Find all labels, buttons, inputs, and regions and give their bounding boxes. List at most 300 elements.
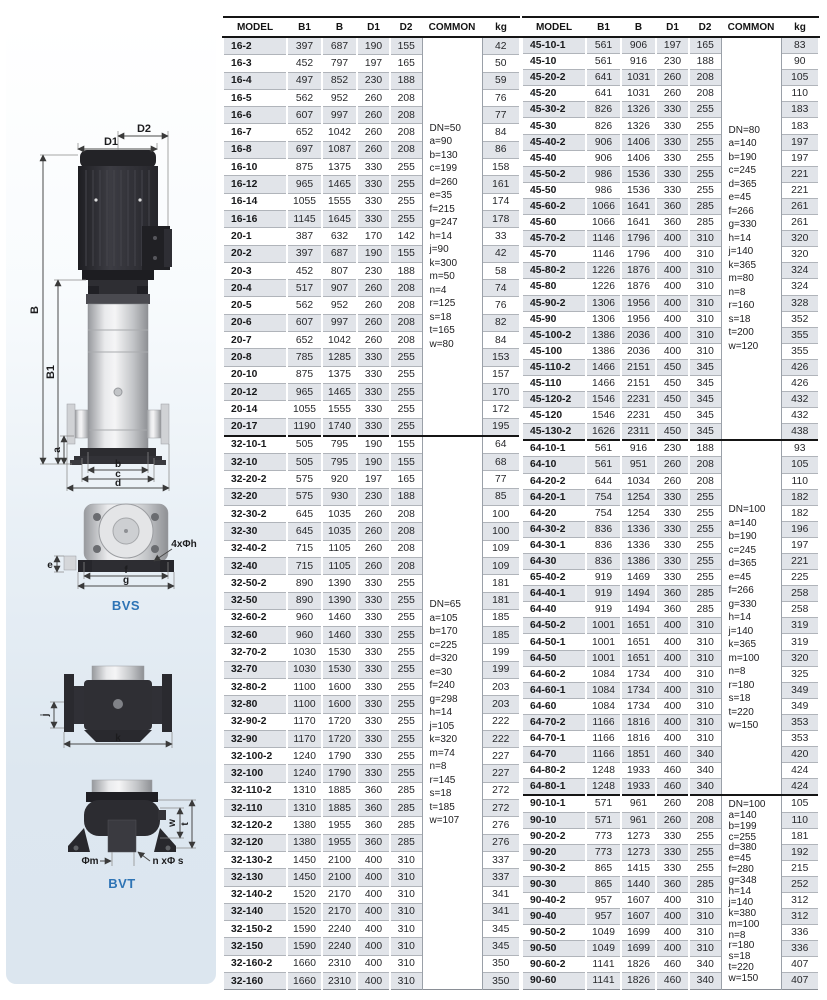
b-cell: 1607 (621, 909, 656, 925)
b1-cell: 1084 (586, 698, 621, 714)
pump-bracket-view (40, 666, 172, 748)
d2-cell: 310 (689, 263, 721, 279)
kg-cell: 170 (482, 383, 520, 400)
column-header: B1 (287, 17, 322, 37)
d1-cell: 400 (656, 231, 689, 247)
b-cell: 1326 (621, 118, 656, 134)
b1-cell: 836 (586, 554, 621, 570)
d1-cell: 330 (357, 678, 390, 695)
d1-cell: 330 (357, 418, 390, 436)
b1-cell: 1166 (586, 731, 621, 747)
d1-cell: 330 (357, 765, 390, 782)
model-cell: 90-30 (522, 876, 586, 892)
b-cell: 1031 (621, 86, 656, 102)
d1-cell: 400 (656, 698, 689, 714)
d2-cell: 255 (689, 505, 721, 521)
d1-cell: 400 (656, 714, 689, 730)
b-cell: 1796 (621, 247, 656, 263)
model-cell: 32-110 (223, 800, 287, 817)
d2-cell: 208 (390, 280, 422, 297)
model-cell: 32-40-2 (223, 540, 287, 557)
common-dimensions-cell (721, 37, 781, 440)
b1-cell: 452 (287, 55, 322, 72)
model-cell: 90-60-2 (522, 957, 586, 973)
kg-cell: 82 (482, 314, 520, 331)
d2-cell: 208 (689, 812, 721, 828)
b-cell: 2151 (621, 375, 656, 391)
d2-cell: 255 (689, 554, 721, 570)
common-dimension-line: t=165 (429, 325, 455, 337)
kg-cell: 319 (781, 634, 819, 650)
b1-cell: 1660 (287, 973, 322, 990)
kg-cell: 252 (781, 876, 819, 892)
kg-cell: 432 (781, 392, 819, 408)
b1-cell: 1248 (586, 779, 621, 796)
b1-cell: 1084 (586, 682, 621, 698)
b-cell: 1273 (621, 828, 656, 844)
model-cell: 45-80-2 (522, 263, 586, 279)
d2-cell: 208 (390, 124, 422, 141)
b-cell: 1720 (322, 730, 357, 747)
b1-cell: 645 (287, 506, 322, 523)
b-cell: 1740 (322, 418, 357, 436)
kg-cell: 33 (482, 228, 520, 245)
kg-cell: 158 (482, 159, 520, 176)
common-dimension-line: s=18 (429, 311, 452, 323)
model-cell: 32-130-2 (223, 851, 287, 868)
b1-cell: 826 (586, 102, 621, 118)
kg-cell: 336 (781, 941, 819, 957)
model-cell: 16-8 (223, 141, 287, 158)
kg-cell: 225 (781, 570, 819, 586)
b1-cell: 1466 (586, 359, 621, 375)
b1-cell: 1001 (586, 618, 621, 634)
b-cell: 2310 (322, 973, 357, 990)
d1-cell: 230 (357, 488, 390, 505)
model-cell: 32-60-2 (223, 609, 287, 626)
d2-cell: 345 (689, 424, 721, 441)
d2-cell: 310 (689, 925, 721, 941)
b1-cell: 1590 (287, 938, 322, 955)
b1-cell: 505 (287, 436, 322, 454)
d1-cell: 197 (656, 37, 689, 54)
model-cell: 64-80-1 (522, 779, 586, 796)
b-cell: 1375 (322, 366, 357, 383)
d2-cell: 208 (390, 89, 422, 106)
d1-cell: 330 (357, 661, 390, 678)
d2-cell: 255 (390, 678, 422, 695)
d1-cell: 400 (656, 618, 689, 634)
d1-cell: 400 (656, 650, 689, 666)
d2-cell: 208 (390, 557, 422, 574)
kg-cell: 221 (781, 182, 819, 198)
b1-cell: 397 (287, 37, 322, 55)
d2-cell: 285 (689, 215, 721, 231)
model-cell: 32-130 (223, 869, 287, 886)
model-cell: 45-110-2 (522, 359, 586, 375)
b-cell: 1885 (322, 782, 357, 799)
kg-cell: 182 (781, 489, 819, 505)
d2-cell: 285 (390, 782, 422, 799)
d1-cell: 260 (357, 107, 390, 124)
b1-cell: 497 (287, 72, 322, 89)
column-header: COMMON (422, 17, 482, 37)
d2-cell: 310 (390, 869, 422, 886)
b1-cell: 1248 (586, 763, 621, 779)
d2-cell: 208 (390, 107, 422, 124)
d1-cell: 400 (357, 886, 390, 903)
model-cell: 32-80-2 (223, 678, 287, 695)
d2-cell: 208 (689, 457, 721, 473)
d2-cell: 255 (689, 166, 721, 182)
b1-cell: 836 (586, 537, 621, 553)
d1-cell: 330 (357, 627, 390, 644)
kg-cell: 174 (482, 193, 520, 210)
d1-cell: 400 (357, 851, 390, 868)
common-dimension-line: h=14 (429, 707, 453, 719)
kg-cell: 261 (781, 215, 819, 231)
model-cell: 32-90-2 (223, 713, 287, 730)
d1-cell: 260 (656, 812, 689, 828)
model-cell: 90-10-1 (522, 795, 586, 812)
d2-cell: 345 (689, 359, 721, 375)
b-cell: 1035 (322, 506, 357, 523)
kg-cell: 68 (482, 454, 520, 471)
common-dimension-line: j=105 (429, 720, 455, 732)
model-cell: 32-40 (223, 557, 287, 574)
common-dimension-line: d=365 (728, 558, 757, 570)
b1-cell: 1170 (287, 713, 322, 730)
b-cell: 916 (621, 440, 656, 457)
d1-cell: 197 (357, 471, 390, 488)
kg-cell: 42 (482, 37, 520, 55)
model-cell: 45-80 (522, 279, 586, 295)
model-cell: 90-20-2 (522, 828, 586, 844)
common-dimension-line: w=107 (429, 815, 460, 827)
d2-cell: 310 (689, 231, 721, 247)
common-dimension-line: w=150 (728, 973, 759, 985)
b1-cell: 906 (586, 150, 621, 166)
model-cell: 64-60-1 (522, 682, 586, 698)
b-cell: 1955 (322, 834, 357, 851)
model-cell: 20-3 (223, 262, 287, 279)
b1-cell: 1055 (287, 401, 322, 418)
model-cell: 64-40-1 (522, 586, 586, 602)
d2-cell: 188 (689, 54, 721, 70)
b1-cell: 1001 (586, 650, 621, 666)
common-dimension-line: n=8 (429, 761, 447, 773)
d1-cell: 400 (357, 973, 390, 990)
model-cell: 32-30 (223, 523, 287, 540)
kg-cell: 407 (781, 973, 819, 989)
b-cell: 1375 (322, 159, 357, 176)
kg-cell: 84 (482, 332, 520, 349)
common-dimension-line: m=50 (429, 271, 455, 283)
kg-cell: 276 (482, 834, 520, 851)
b-cell: 1336 (621, 521, 656, 537)
b1-cell: 785 (287, 349, 322, 366)
kg-cell: 221 (781, 554, 819, 570)
b-cell: 1415 (621, 860, 656, 876)
b-cell: 1390 (322, 592, 357, 609)
d1-cell: 260 (357, 523, 390, 540)
b-cell: 906 (621, 37, 656, 54)
b1-cell: 571 (586, 812, 621, 828)
b-cell: 1465 (322, 383, 357, 400)
d1-cell: 330 (357, 609, 390, 626)
d1-cell: 260 (357, 506, 390, 523)
d2-cell: 310 (689, 247, 721, 263)
b1-cell: 875 (287, 159, 322, 176)
b1-cell: 1055 (287, 193, 322, 210)
common-dimension-line: s=18 (429, 788, 452, 800)
model-cell: 16-16 (223, 210, 287, 227)
b1-cell: 1146 (586, 231, 621, 247)
d2-cell: 255 (390, 765, 422, 782)
common-dimension-line: DN=50 (429, 122, 461, 134)
d1-cell: 330 (656, 150, 689, 166)
d1-cell: 197 (357, 55, 390, 72)
model-cell: 64-40 (522, 602, 586, 618)
d2-cell: 255 (390, 627, 422, 644)
model-cell: 45-90-2 (522, 295, 586, 311)
kg-cell: 109 (482, 540, 520, 557)
d2-cell: 310 (689, 892, 721, 908)
model-cell: 16-10 (223, 159, 287, 176)
d1-cell: 360 (656, 876, 689, 892)
b1-cell: 652 (287, 332, 322, 349)
b1-cell: 517 (287, 280, 322, 297)
b1-cell: 965 (287, 383, 322, 400)
column-header: D1 (357, 17, 390, 37)
b1-cell: 1386 (586, 327, 621, 343)
common-dimension-line: h=14 (728, 886, 752, 898)
d1-cell: 360 (357, 817, 390, 834)
b-cell: 2231 (621, 392, 656, 408)
d1-cell: 330 (656, 489, 689, 505)
d1-cell: 230 (357, 262, 390, 279)
kg-cell: 261 (781, 198, 819, 214)
model-cell: 32-20 (223, 488, 287, 505)
d1-cell: 330 (656, 570, 689, 586)
kg-cell: 353 (781, 731, 819, 747)
d1-cell: 260 (357, 332, 390, 349)
b-cell: 632 (322, 228, 357, 245)
model-cell: 32-10-1 (223, 436, 287, 454)
model-cell: 64-30-1 (522, 537, 586, 553)
b-cell: 1536 (621, 182, 656, 198)
d2-cell: 255 (390, 159, 422, 176)
kg-cell: 192 (781, 844, 819, 860)
kg-cell: 319 (781, 618, 819, 634)
kg-cell: 341 (482, 886, 520, 903)
kg-cell: 84 (482, 124, 520, 141)
d2-cell: 310 (689, 909, 721, 925)
b-cell: 1530 (322, 661, 357, 678)
d1-cell: 330 (357, 713, 390, 730)
common-dimension-line: c=199 (429, 163, 458, 175)
model-cell: 45-30-2 (522, 102, 586, 118)
common-dimension-line: e=45 (728, 853, 752, 865)
model-cell: 64-70-1 (522, 731, 586, 747)
b-cell: 1885 (322, 800, 357, 817)
d1-cell: 260 (357, 280, 390, 297)
common-dimension-line: k=300 (429, 257, 458, 269)
b-cell: 1816 (621, 731, 656, 747)
b1-cell: 754 (586, 505, 621, 521)
d2-cell: 310 (390, 903, 422, 920)
common-dimension-line: c=255 (728, 831, 757, 843)
b1-cell: 865 (586, 876, 621, 892)
common-dimension-line: k=365 (728, 639, 757, 651)
common-dimension-line: c=245 (728, 165, 757, 177)
d2-cell: 255 (390, 210, 422, 227)
b-cell: 1933 (621, 763, 656, 779)
model-cell: 45-130-2 (522, 424, 586, 441)
kg-cell: 182 (781, 505, 819, 521)
d2-cell: 255 (689, 537, 721, 553)
d1-cell: 360 (656, 602, 689, 618)
d1-cell: 330 (357, 748, 390, 765)
b1-cell: 1660 (287, 955, 322, 972)
d1-cell: 460 (656, 779, 689, 796)
d1-cell: 400 (357, 921, 390, 938)
kg-cell: 199 (482, 644, 520, 661)
d1-cell: 260 (357, 297, 390, 314)
b1-cell: 1141 (586, 973, 621, 989)
b1-cell: 960 (287, 609, 322, 626)
b-cell: 1254 (621, 505, 656, 521)
b1-cell: 1190 (287, 418, 322, 436)
kg-cell: 222 (482, 713, 520, 730)
column-header: kg (482, 17, 520, 37)
common-dimension-line: DN=80 (728, 124, 760, 136)
b1-cell: 890 (287, 575, 322, 592)
kg-cell: 197 (781, 134, 819, 150)
d1-cell: 330 (357, 210, 390, 227)
common-dimension-line: g=348 (728, 875, 757, 887)
dim-label-w: w (167, 819, 178, 827)
kg-cell: 345 (482, 921, 520, 938)
kg-cell: 407 (781, 957, 819, 973)
b1-cell: 397 (287, 245, 322, 262)
d2-cell: 310 (689, 327, 721, 343)
d1-cell: 260 (656, 70, 689, 86)
b-cell: 1087 (322, 141, 357, 158)
b1-cell: 1100 (287, 696, 322, 713)
d2-cell: 255 (390, 661, 422, 678)
d2-cell: 255 (689, 521, 721, 537)
d2-cell: 255 (689, 489, 721, 505)
dim-label-b-total: B (29, 306, 41, 314)
kg-cell: 157 (482, 366, 520, 383)
b-cell: 1826 (621, 957, 656, 973)
b-cell: 2311 (621, 424, 656, 441)
d2-cell: 255 (689, 102, 721, 118)
model-cell: 16-4 (223, 72, 287, 89)
b1-cell: 919 (586, 602, 621, 618)
d1-cell: 330 (656, 166, 689, 182)
d2-cell: 165 (390, 471, 422, 488)
b-cell: 1933 (621, 779, 656, 796)
model-cell: 32-70-2 (223, 644, 287, 661)
kg-cell: 353 (781, 714, 819, 730)
b-cell: 2036 (621, 343, 656, 359)
d1-cell: 330 (656, 118, 689, 134)
common-dimension-line: w=80 (429, 338, 454, 350)
b-cell: 1336 (621, 537, 656, 553)
b-cell: 1254 (621, 489, 656, 505)
d2-cell: 255 (689, 134, 721, 150)
kg-cell: 272 (482, 782, 520, 799)
d2-cell: 255 (390, 366, 422, 383)
d1-cell: 330 (357, 575, 390, 592)
b1-cell: 1141 (586, 957, 621, 973)
b1-cell: 561 (586, 457, 621, 473)
b1-cell: 575 (287, 471, 322, 488)
b-cell: 1105 (322, 557, 357, 574)
model-cell: 20-14 (223, 401, 287, 418)
column-header: B (621, 17, 656, 37)
kg-cell: 215 (781, 860, 819, 876)
model-cell: 64-60-2 (522, 666, 586, 682)
b1-cell: 1310 (287, 782, 322, 799)
common-dimension-line: t=220 (728, 962, 754, 974)
model-cell: 45-50 (522, 182, 586, 198)
d2-cell: 255 (390, 748, 422, 765)
b-cell: 1826 (621, 973, 656, 989)
d1-cell: 400 (656, 295, 689, 311)
dim-label-b: b (114, 459, 122, 470)
d1-cell: 190 (357, 37, 390, 55)
kg-cell: 424 (781, 763, 819, 779)
b-cell: 1600 (322, 678, 357, 695)
b1-cell: 652 (287, 124, 322, 141)
b-cell: 1955 (322, 817, 357, 834)
b-cell: 1530 (322, 644, 357, 661)
b-cell: 1440 (621, 876, 656, 892)
table-row (223, 436, 520, 454)
model-cell: 32-160 (223, 973, 287, 990)
kg-cell: 93 (781, 440, 819, 457)
kg-cell: 181 (482, 592, 520, 609)
b-cell: 961 (621, 795, 656, 812)
model-cell: 45-120-2 (522, 392, 586, 408)
d2-cell: 165 (390, 55, 422, 72)
b-cell: 1406 (621, 134, 656, 150)
column-header: kg (781, 17, 819, 37)
d1-cell: 230 (656, 440, 689, 457)
model-cell: 64-50-1 (522, 634, 586, 650)
model-cell: 45-20 (522, 86, 586, 102)
d1-cell: 260 (357, 124, 390, 141)
d1-cell: 260 (656, 473, 689, 489)
d2-cell: 345 (689, 408, 721, 424)
b-cell: 1469 (621, 570, 656, 586)
d2-cell: 310 (689, 731, 721, 747)
kg-cell: 320 (781, 231, 819, 247)
common-dimension-line: g=298 (429, 693, 458, 705)
common-dimension-line: j=140 (728, 896, 754, 908)
bvs-label: BVS (111, 598, 141, 613)
d1-cell: 400 (656, 925, 689, 941)
d1-cell: 330 (656, 828, 689, 844)
d1-cell: 400 (656, 263, 689, 279)
d2-cell: 208 (390, 314, 422, 331)
b1-cell: 571 (586, 795, 621, 812)
d1-cell: 330 (656, 182, 689, 198)
model-cell: 20-6 (223, 314, 287, 331)
